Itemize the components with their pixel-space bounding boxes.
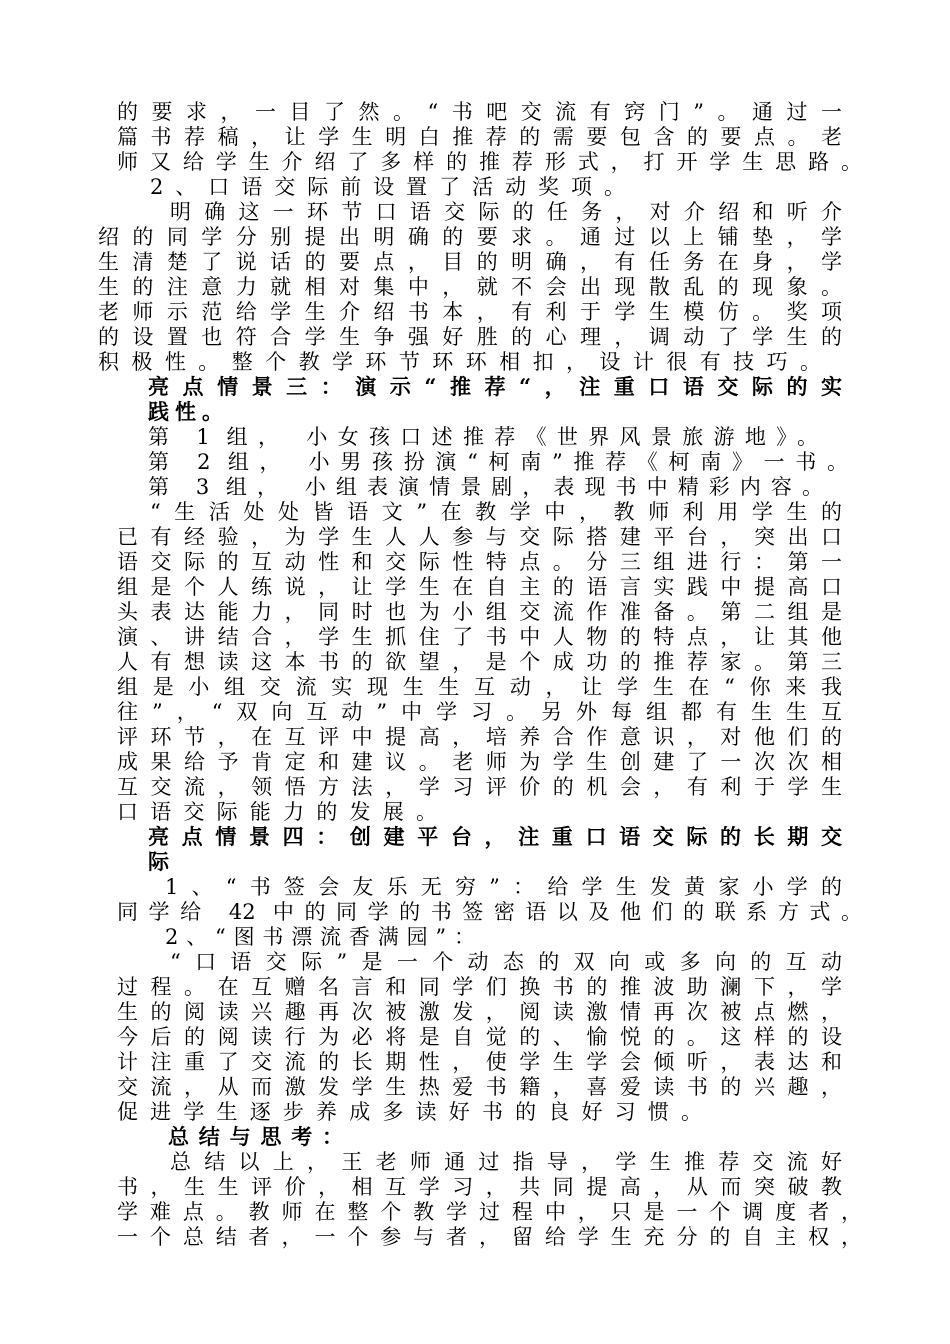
text-line-23: 互交流，领悟方法，学习评价的机会，有利于学生 <box>117 775 842 799</box>
text-line-21: 评环节，在互评中提高，培养合作意识，对他们的 <box>117 725 842 749</box>
text-line-28: “口语交际”是一个动态的双向或多向的互动 <box>170 950 842 974</box>
text-line-35: 总结以上，王老师通过指导，学生推荐交流好 <box>170 1150 842 1174</box>
text-line-8: 生的注意力就相对集中，就不会出现散乱的现象。 <box>98 275 842 299</box>
text-line-19: 组是小组交流实现生生互动，让学生在“你来我 <box>117 675 842 699</box>
text-line-group-3: 第 3 组， 小组表演情景剧，表现书中精彩内容。 <box>148 475 823 499</box>
text-line-group-1: 第 1 组， 小女孩口述推荐《世界风景旅游地》。 <box>148 425 818 449</box>
text-line-7: 生清楚了说话的要点，目的明确，有任务在身，学 <box>98 250 842 274</box>
text-line-4: 2、口语交际前设置了活动奖项。 <box>150 175 625 199</box>
text-line-16: 头表达能力，同时也为小组交流作准备。第二组是 <box>117 600 842 624</box>
section-heading-3: 亮点情景三：演示“推荐“，注重口语交际的实 <box>148 374 842 399</box>
section-heading-4-cont: 际 <box>148 849 169 874</box>
text-line-5: 明确这一环节口语交际的任务，对介绍和听介 <box>170 200 842 224</box>
text-line-26: 同学给 42 中的同学的书签密语以及他们的联系方式。 <box>117 900 862 924</box>
text-line-1: 的要求，一目了然。“书吧交流有窍门”。通过一 <box>117 100 842 124</box>
text-line-27: 2、“图书漂流香满园”： <box>165 925 475 949</box>
text-line-30: 生的阅读兴趣再次被激发，阅读激情再次被点燃， <box>117 1000 842 1024</box>
text-line-29: 过程。在互赠名言和同学们换书的推波助澜下，学 <box>117 975 842 999</box>
text-line-36: 书，生生评价，相互学习，共同提高，从而突破教 <box>117 1175 842 1199</box>
text-line-34: 促进学生逐步养成多读好书的良好习惯。 <box>117 1100 702 1124</box>
text-line-38: 一个总结者，一个参与者，留给学生充分的自主权， <box>117 1225 862 1249</box>
text-line-2: 篇书荐稿，让学生明白推荐的需要包含的要点。老 <box>117 125 842 149</box>
text-line-9: 老师示范给学生介绍书本，有利于学生模仿。奖项 <box>98 300 842 324</box>
text-line-37: 学难点。教师在整个教学过程中，只是一个调度者， <box>117 1200 862 1224</box>
text-line-6: 绍的同学分别提出明确的要求。通过以上铺垫，学 <box>98 225 842 249</box>
text-line-3: 师又给学生介绍了多样的推荐形式，打开学生思路。 <box>117 150 862 174</box>
text-line-18: 人有想读这本书的欲望，是个成功的推荐家。第三 <box>117 650 842 674</box>
text-line-15: 组是个人练说，让学生在自主的语言实践中提高口 <box>117 575 842 599</box>
text-line-22: 成果给予肯定和建议。老师为学生创建了一次次相 <box>117 750 842 774</box>
text-line-group-2: 第 2 组， 小男孩扮演“柯南”推荐《柯南》一书。 <box>148 450 848 474</box>
text-line-13: 已有经验，为学生人人参与交际搭建平台，突出口 <box>117 525 842 549</box>
text-line-31: 今后的阅读行为必将是自觉的、愉悦的。这样的设 <box>117 1025 842 1049</box>
summary-heading: 总结与思考： <box>168 1124 343 1149</box>
text-line-33: 交流，从而激发学生热爱书籍，喜爱读书的兴趣， <box>117 1075 842 1099</box>
text-line-25: 1、“书签会友乐无穷”：给学生发黄家小学的 <box>165 875 842 899</box>
text-line-14: 语交际的互动性和交际性特点。分三组进行：第一 <box>117 550 842 574</box>
section-heading-3-cont: 践性。 <box>148 399 229 424</box>
text-line-20: 往”，“双向互动”中学习。另外每组都有生生互 <box>117 700 842 724</box>
text-line-12: “生活处处皆语文”在教学中，教师利用学生的 <box>150 500 842 524</box>
section-heading-4: 亮点情景四：创建平台，注重口语交际的长期交 <box>148 824 842 849</box>
text-line-24: 口语交际能力的发展。 <box>117 800 437 824</box>
text-line-17: 演、讲结合，学生抓住了书中人物的特点，让其他 <box>117 625 842 649</box>
text-line-10: 的设置也符合学生争强好胜的心理，调动了学生的 <box>98 325 842 349</box>
text-line-11: 积极性。整个教学环节环环相扣，设计很有技巧。 <box>98 350 821 374</box>
text-line-32: 计注重了交流的长期性，使学生学会倾听，表达和 <box>117 1050 842 1074</box>
